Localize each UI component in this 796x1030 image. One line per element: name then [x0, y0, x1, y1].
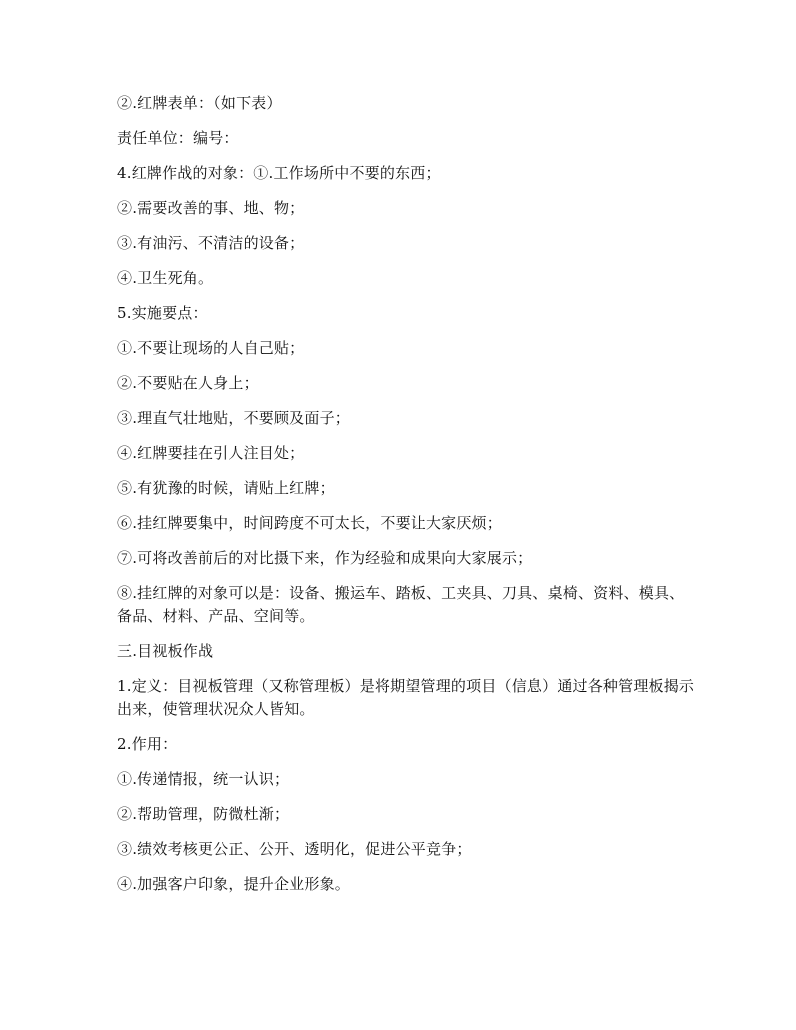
section-heading-visual-board: 三.目视板作战 — [117, 642, 214, 660]
paragraph-function-4: ④.加强客户印象，提升企业形象。 — [117, 875, 350, 893]
paragraph-key-point-8: ⑧.挂红牌的对象可以是：设备、搬运车、踏板、工夹具、刀具、桌椅、资料、模具、备品、材料、产品、空间等。 — [117, 584, 685, 625]
paragraph-definition: 1.定义：目视板管理（又称管理板）是将期望管理的项目（信息）通过各种管理板揭示出来，使管理状况众人皆知。 — [117, 677, 695, 718]
paragraph-key-point-3: ③.理直气壮地贴，不要顾及面子； — [117, 409, 350, 427]
paragraph-function-1: ①.传递情报，统一认识； — [117, 770, 290, 788]
paragraph-key-point-5: ⑤.有犹豫的时候，请贴上红牌； — [117, 479, 335, 497]
paragraph-key-points-heading: 5.实施要点： — [117, 304, 208, 322]
paragraph-key-point-2: ②.不要贴在人身上； — [117, 374, 259, 392]
paragraph-function-2: ②.帮助管理，防微杜渐； — [117, 805, 290, 823]
document-body — [117, 92, 697, 908]
paragraph-red-tag-targets: 4.红牌作战的对象：①.工作场所中不要的东西； — [117, 164, 441, 182]
paragraph-responsible-unit: 责任单位：编号： — [117, 129, 239, 147]
paragraph-function-heading: 2.作用： — [117, 735, 178, 753]
paragraph-target-4: ④.卫生死角。 — [117, 269, 214, 287]
paragraph-target-2: ②.需要改善的事、地、物； — [117, 199, 305, 217]
paragraph-key-point-6: ⑥.挂红牌要集中，时间跨度不可太长，不要让大家厌烦； — [117, 514, 502, 532]
paragraph-key-point-1: ①.不要让现场的人自己贴； — [117, 339, 305, 357]
paragraph-function-3: ③.绩效考核更公正、公开、透明化，促进公平竞争； — [117, 840, 472, 858]
paragraph-target-3: ③.有油污、不清洁的设备； — [117, 234, 305, 252]
paragraph-red-tag-form: ②.红牌表单：（如下表） — [117, 94, 282, 112]
paragraph-key-point-4: ④.红牌要挂在引人注目处； — [117, 444, 305, 462]
paragraph-key-point-7: ⑦.可将改善前后的对比摄下来，作为经验和成果向大家展示； — [117, 549, 533, 567]
